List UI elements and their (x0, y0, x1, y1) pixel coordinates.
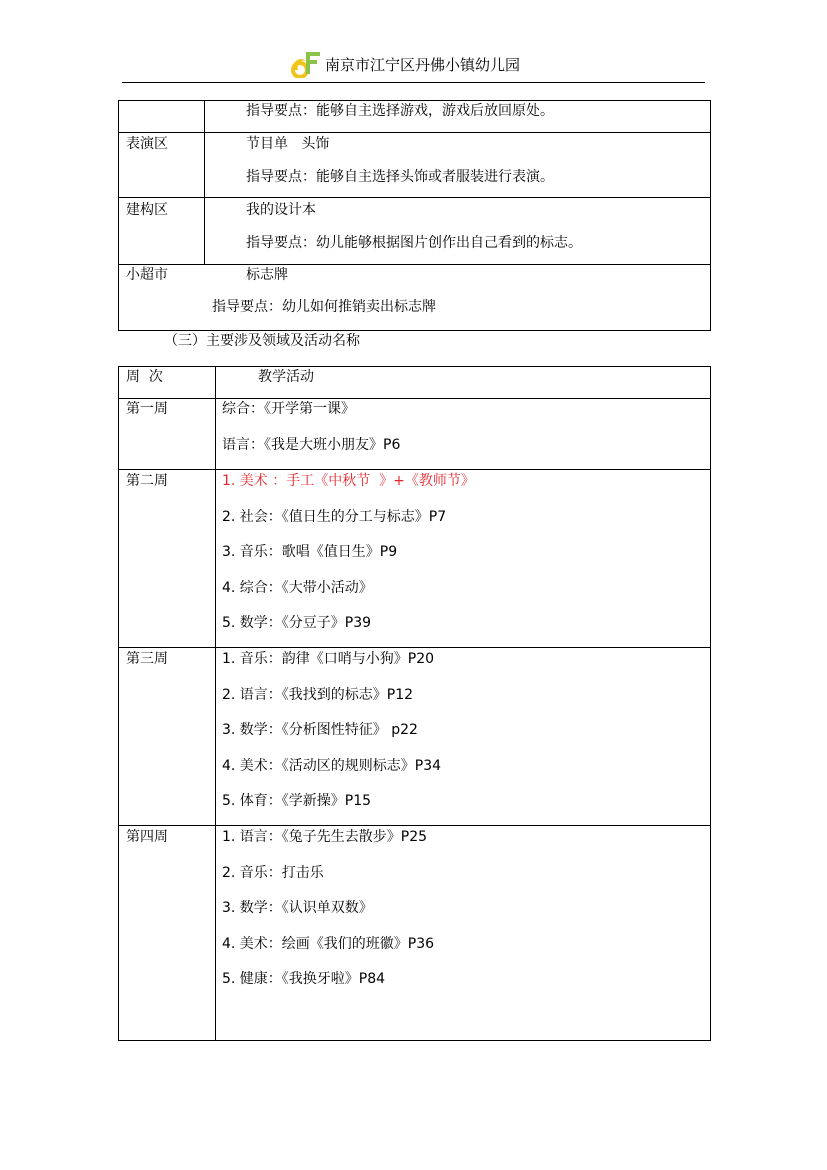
area-name: 小超市 (126, 267, 168, 283)
table-border (118, 197, 711, 198)
activity-item-highlighted: 1. 美术 ：手工《中秋节 》+《教师节》 (222, 473, 475, 489)
area-name: 表演区 (126, 136, 168, 152)
area-materials: 我的设计本 (246, 202, 316, 218)
table-border (710, 366, 711, 1041)
table-border (118, 366, 119, 1041)
school-name: 南京市江宁区丹佛小镇幼儿园 (325, 56, 521, 74)
table-border (118, 366, 711, 367)
table-border (118, 825, 711, 826)
column-header-week: 周 次 (126, 369, 163, 385)
activity-item: 1. 语言：《兔子先生去散步》P25 (222, 829, 428, 845)
activity-item: 4. 美术：《活动区的规则标志》P34 (222, 758, 442, 774)
week-label: 第四周 (126, 829, 168, 845)
table-border (118, 469, 711, 470)
activity-item: 5. 数学：《分豆子》P39 (222, 615, 372, 631)
activity-item: 4. 综合：《大带小活动》 (222, 580, 373, 596)
activity-item: 2. 社会：《值日生的分工与标志》P7 (222, 509, 447, 525)
table-border (118, 264, 711, 265)
guidance-text: 指导要点：能够自主选择头饰或者服装进行表演。 (246, 169, 554, 185)
guidance-text: 指导要点：幼儿如何推销卖出标志牌 (212, 299, 436, 315)
table-border (215, 366, 216, 1041)
area-materials: 标志牌 (246, 267, 288, 283)
table-border (118, 1040, 711, 1041)
activity-item: 3. 数学：《认识单双数》 (222, 900, 373, 916)
table-border (118, 100, 119, 331)
activity-item: 2. 语言：《我找到的标志》P12 (222, 687, 414, 703)
table-border (204, 100, 205, 265)
activity-item: 3. 数学：《分析图性特征》 p22 (222, 722, 418, 738)
activity-item: 5. 健康：《我换牙啦》P84 (222, 971, 386, 987)
column-header-activity: 教学活动 (258, 369, 314, 385)
section-title: （三）主要涉及领域及活动名称 (164, 333, 360, 349)
table-border (118, 330, 711, 331)
week-label: 第二周 (126, 473, 168, 489)
activity-item: 综合：《开学第一课》 (222, 401, 355, 417)
week-label: 第三周 (126, 651, 168, 667)
guidance-text: 指导要点：幼儿能够根据图片创作出自己看到的标志。 (246, 235, 582, 251)
guidance-text: 指导要点：能够自主选择游戏，游戏后放回原处。 (246, 103, 554, 119)
table-border (118, 132, 711, 133)
activity-item: 3. 音乐：歌唱《值日生》P9 (222, 544, 398, 560)
activity-item: 1. 音乐：韵律《口哨与小狗》P20 (222, 651, 435, 667)
week-label: 第一周 (126, 401, 168, 417)
area-materials: 节目单 头饰 (246, 136, 330, 152)
header-divider (122, 82, 705, 83)
table-border (118, 647, 711, 648)
area-name: 建构区 (126, 202, 168, 218)
activity-item: 5. 体育：《学新操》P15 (222, 793, 372, 809)
table-border (118, 398, 711, 399)
kindergarten-logo-icon (288, 48, 322, 78)
activity-item: 2. 音乐：打击乐 (222, 865, 324, 881)
table-border (118, 100, 711, 101)
activity-item: 语言：《我是大班小朋友》P6 (222, 437, 401, 453)
activity-item: 4. 美术：绘画《我们的班徽》P36 (222, 936, 435, 952)
table-border (710, 100, 711, 331)
